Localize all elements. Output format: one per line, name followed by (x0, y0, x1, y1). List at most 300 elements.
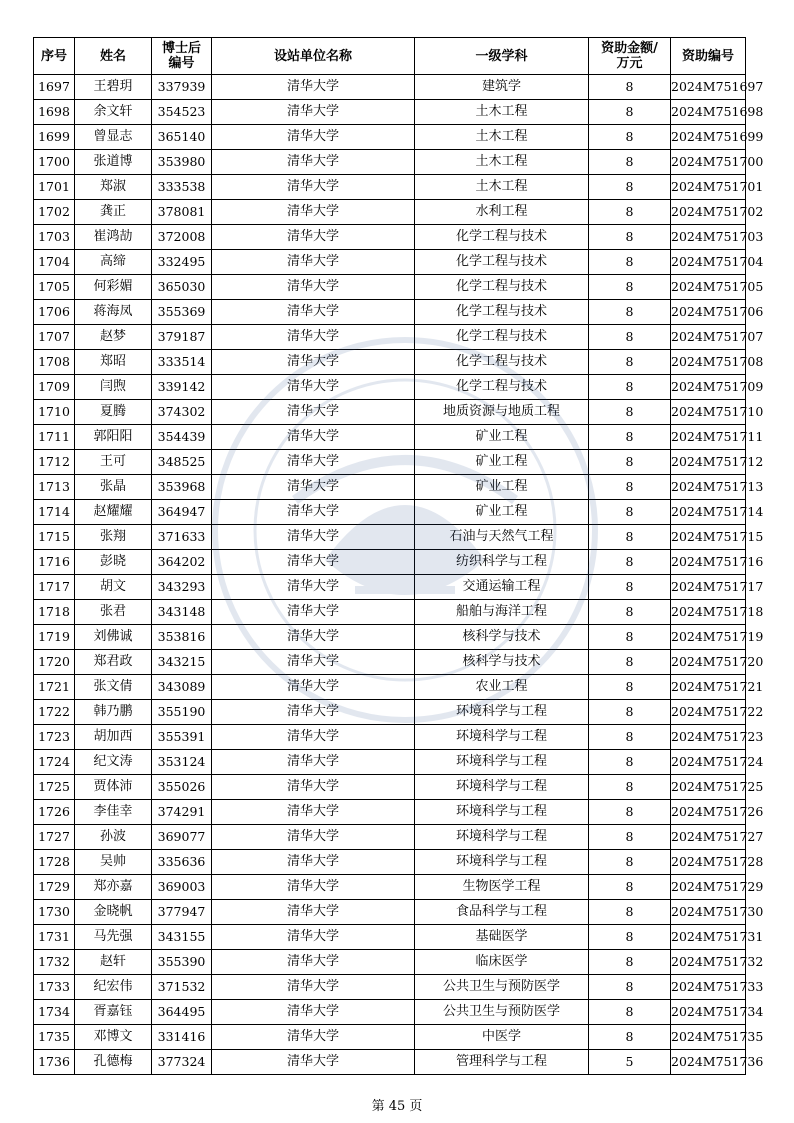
cell-name: 张晶 (75, 475, 152, 500)
cell-amount: 5 (589, 1050, 671, 1075)
table-row (34, 775, 746, 800)
cell-seq: 1721 (34, 675, 75, 700)
cell-postdoc-no: 374291 (152, 800, 212, 825)
cell-unit: 清华大学 (212, 1025, 415, 1050)
cell-unit: 清华大学 (212, 400, 415, 425)
cell-name: 孙波 (75, 825, 152, 850)
cell-postdoc-no: 353124 (152, 750, 212, 775)
cell-amount: 8 (589, 500, 671, 525)
cell-discipline: 中医学 (415, 1025, 589, 1050)
cell-grant-no: 2024M751711 (671, 425, 746, 450)
cell-name: 金晓帆 (75, 900, 152, 925)
cell-amount: 8 (589, 75, 671, 100)
cell-grant-no: 2024M751713 (671, 475, 746, 500)
table-row (34, 350, 746, 375)
table-row (34, 200, 746, 225)
cell-unit: 清华大学 (212, 125, 415, 150)
table-row (34, 875, 746, 900)
cell-discipline: 土木工程 (415, 175, 589, 200)
cell-amount: 8 (589, 925, 671, 950)
cell-amount: 8 (589, 750, 671, 775)
cell-discipline: 环境科学与工程 (415, 800, 589, 825)
cell-postdoc-no: 348525 (152, 450, 212, 475)
cell-grant-no: 2024M751722 (671, 700, 746, 725)
cell-seq: 1705 (34, 275, 75, 300)
cell-seq: 1703 (34, 225, 75, 250)
table-row (34, 675, 746, 700)
cell-grant-no: 2024M751732 (671, 950, 746, 975)
cell-seq: 1718 (34, 600, 75, 625)
cell-name: 赵耀耀 (75, 500, 152, 525)
cell-amount: 8 (589, 850, 671, 875)
cell-amount: 8 (589, 675, 671, 700)
table-row (34, 275, 746, 300)
header-grant-no: 资助编号 (671, 38, 746, 75)
table-row (34, 650, 746, 675)
cell-name: 贾体沛 (75, 775, 152, 800)
cell-amount: 8 (589, 525, 671, 550)
cell-grant-no: 2024M751733 (671, 975, 746, 1000)
cell-amount: 8 (589, 400, 671, 425)
cell-grant-no: 2024M751702 (671, 200, 746, 225)
cell-postdoc-no: 379187 (152, 325, 212, 350)
cell-seq: 1713 (34, 475, 75, 500)
cell-postdoc-no: 343089 (152, 675, 212, 700)
cell-seq: 1699 (34, 125, 75, 150)
cell-unit: 清华大学 (212, 350, 415, 375)
cell-name: 郑君政 (75, 650, 152, 675)
cell-grant-no: 2024M751718 (671, 600, 746, 625)
cell-amount: 8 (589, 550, 671, 575)
cell-postdoc-no: 331416 (152, 1025, 212, 1050)
cell-discipline: 土木工程 (415, 100, 589, 125)
cell-name: 吴帅 (75, 850, 152, 875)
cell-discipline: 环境科学与工程 (415, 725, 589, 750)
cell-grant-no: 2024M751699 (671, 125, 746, 150)
cell-discipline: 环境科学与工程 (415, 700, 589, 725)
cell-postdoc-no: 371532 (152, 975, 212, 1000)
cell-unit: 清华大学 (212, 700, 415, 725)
cell-seq: 1719 (34, 625, 75, 650)
table-row (34, 225, 746, 250)
cell-discipline: 纺织科学与工程 (415, 550, 589, 575)
cell-seq: 1706 (34, 300, 75, 325)
cell-discipline: 临床医学 (415, 950, 589, 975)
table-row (34, 550, 746, 575)
cell-amount: 8 (589, 625, 671, 650)
cell-unit: 清华大学 (212, 825, 415, 850)
cell-postdoc-no: 343155 (152, 925, 212, 950)
cell-seq: 1716 (34, 550, 75, 575)
cell-name: 余文轩 (75, 100, 152, 125)
cell-postdoc-no: 374302 (152, 400, 212, 425)
header-postdoc-no-line2: 编号 (168, 56, 195, 71)
cell-unit: 清华大学 (212, 550, 415, 575)
cell-amount: 8 (589, 900, 671, 925)
cell-discipline: 环境科学与工程 (415, 850, 589, 875)
cell-seq: 1728 (34, 850, 75, 875)
cell-discipline: 化学工程与技术 (415, 275, 589, 300)
cell-unit: 清华大学 (212, 500, 415, 525)
table-row (34, 725, 746, 750)
cell-discipline: 矿业工程 (415, 475, 589, 500)
cell-amount: 8 (589, 175, 671, 200)
cell-grant-no: 2024M751729 (671, 875, 746, 900)
cell-grant-no: 2024M751703 (671, 225, 746, 250)
cell-seq: 1714 (34, 500, 75, 525)
table-row (34, 825, 746, 850)
cell-discipline: 生物医学工程 (415, 875, 589, 900)
cell-name: 刘佛诚 (75, 625, 152, 650)
cell-postdoc-no: 343148 (152, 600, 212, 625)
cell-discipline: 土木工程 (415, 125, 589, 150)
cell-discipline: 化学工程与技术 (415, 350, 589, 375)
cell-seq: 1734 (34, 1000, 75, 1025)
cell-seq: 1717 (34, 575, 75, 600)
cell-discipline: 农业工程 (415, 675, 589, 700)
page-number: 45 (388, 1099, 406, 1114)
cell-discipline: 矿业工程 (415, 450, 589, 475)
cell-amount: 8 (589, 700, 671, 725)
cell-unit: 清华大学 (212, 650, 415, 675)
cell-grant-no: 2024M751725 (671, 775, 746, 800)
cell-unit: 清华大学 (212, 775, 415, 800)
cell-grant-no: 2024M751706 (671, 300, 746, 325)
cell-name: 张翔 (75, 525, 152, 550)
table-row (34, 525, 746, 550)
table-row (34, 1000, 746, 1025)
table-row (34, 300, 746, 325)
funding-table-container (33, 37, 764, 1075)
cell-postdoc-no: 372008 (152, 225, 212, 250)
cell-discipline: 环境科学与工程 (415, 775, 589, 800)
cell-grant-no: 2024M751704 (671, 250, 746, 275)
table-row (34, 250, 746, 275)
cell-name: 闫煦 (75, 375, 152, 400)
cell-postdoc-no: 354523 (152, 100, 212, 125)
cell-discipline: 核科学与技术 (415, 625, 589, 650)
cell-postdoc-no: 371633 (152, 525, 212, 550)
cell-name: 王可 (75, 450, 152, 475)
cell-seq: 1732 (34, 950, 75, 975)
cell-amount: 8 (589, 275, 671, 300)
cell-grant-no: 2024M751717 (671, 575, 746, 600)
cell-unit: 清华大学 (212, 900, 415, 925)
cell-postdoc-no: 378081 (152, 200, 212, 225)
cell-unit: 清华大学 (212, 300, 415, 325)
cell-amount: 8 (589, 725, 671, 750)
cell-discipline: 公共卫生与预防医学 (415, 975, 589, 1000)
cell-discipline: 基础医学 (415, 925, 589, 950)
cell-unit: 清华大学 (212, 450, 415, 475)
cell-seq: 1712 (34, 450, 75, 475)
cell-seq: 1711 (34, 425, 75, 450)
cell-name: 韩乃鹏 (75, 700, 152, 725)
cell-grant-no: 2024M751735 (671, 1025, 746, 1050)
cell-postdoc-no: 333538 (152, 175, 212, 200)
cell-discipline: 交通运输工程 (415, 575, 589, 600)
table-row (34, 600, 746, 625)
cell-postdoc-no: 355391 (152, 725, 212, 750)
cell-name: 郑淑 (75, 175, 152, 200)
cell-amount: 8 (589, 1025, 671, 1050)
cell-discipline: 环境科学与工程 (415, 825, 589, 850)
cell-grant-no: 2024M751724 (671, 750, 746, 775)
table-row (34, 175, 746, 200)
cell-grant-no: 2024M751727 (671, 825, 746, 850)
header-amount-line1: 资助金额/ (601, 41, 658, 56)
cell-postdoc-no: 353816 (152, 625, 212, 650)
cell-name: 纪文涛 (75, 750, 152, 775)
cell-name: 龚正 (75, 200, 152, 225)
cell-amount: 8 (589, 950, 671, 975)
cell-unit: 清华大学 (212, 600, 415, 625)
table-row (34, 625, 746, 650)
cell-postdoc-no: 365030 (152, 275, 212, 300)
cell-unit: 清华大学 (212, 425, 415, 450)
cell-amount: 8 (589, 300, 671, 325)
cell-grant-no: 2024M751697 (671, 75, 746, 100)
cell-discipline: 化学工程与技术 (415, 225, 589, 250)
cell-discipline: 化学工程与技术 (415, 300, 589, 325)
table-row (34, 975, 746, 1000)
cell-seq: 1700 (34, 150, 75, 175)
cell-seq: 1735 (34, 1025, 75, 1050)
cell-unit: 清华大学 (212, 200, 415, 225)
cell-unit: 清华大学 (212, 150, 415, 175)
cell-grant-no: 2024M751734 (671, 1000, 746, 1025)
cell-name: 邓博文 (75, 1025, 152, 1050)
cell-name: 郑昭 (75, 350, 152, 375)
cell-unit: 清华大学 (212, 1000, 415, 1025)
cell-discipline: 公共卫生与预防医学 (415, 1000, 589, 1025)
cell-amount: 8 (589, 200, 671, 225)
table-row (34, 100, 746, 125)
cell-postdoc-no: 355026 (152, 775, 212, 800)
cell-discipline: 食品科学与工程 (415, 900, 589, 925)
cell-grant-no: 2024M751730 (671, 900, 746, 925)
cell-grant-no: 2024M751728 (671, 850, 746, 875)
cell-amount: 8 (589, 150, 671, 175)
table-row (34, 425, 746, 450)
cell-name: 曾显志 (75, 125, 152, 150)
table-row (34, 325, 746, 350)
cell-postdoc-no: 365140 (152, 125, 212, 150)
cell-unit: 清华大学 (212, 100, 415, 125)
cell-seq: 1733 (34, 975, 75, 1000)
cell-amount: 8 (589, 225, 671, 250)
header-amount (589, 38, 671, 75)
cell-unit: 清华大学 (212, 475, 415, 500)
cell-name: 蒋海凤 (75, 300, 152, 325)
cell-name: 李佳幸 (75, 800, 152, 825)
table-row (34, 150, 746, 175)
cell-unit: 清华大学 (212, 625, 415, 650)
cell-unit: 清华大学 (212, 925, 415, 950)
cell-grant-no: 2024M751715 (671, 525, 746, 550)
cell-discipline: 化学工程与技术 (415, 250, 589, 275)
cell-amount: 8 (589, 575, 671, 600)
cell-grant-no: 2024M751716 (671, 550, 746, 575)
table-row (34, 500, 746, 525)
table-row (34, 850, 746, 875)
cell-grant-no: 2024M751709 (671, 375, 746, 400)
cell-name: 胡文 (75, 575, 152, 600)
cell-postdoc-no: 339142 (152, 375, 212, 400)
table-row (34, 475, 746, 500)
header-name: 姓名 (75, 38, 152, 75)
header-row (34, 38, 746, 75)
cell-unit: 清华大学 (212, 1050, 415, 1075)
table-row (34, 750, 746, 775)
cell-grant-no: 2024M751721 (671, 675, 746, 700)
cell-unit: 清华大学 (212, 275, 415, 300)
footer-prefix: 第 (371, 1099, 385, 1114)
cell-seq: 1701 (34, 175, 75, 200)
header-amount-line2: 万元 (616, 56, 643, 71)
cell-postdoc-no: 364947 (152, 500, 212, 525)
cell-seq: 1710 (34, 400, 75, 425)
cell-amount: 8 (589, 425, 671, 450)
cell-seq: 1725 (34, 775, 75, 800)
cell-unit: 清华大学 (212, 975, 415, 1000)
cell-name: 张道博 (75, 150, 152, 175)
cell-grant-no: 2024M751714 (671, 500, 746, 525)
cell-amount: 8 (589, 975, 671, 1000)
cell-seq: 1704 (34, 250, 75, 275)
cell-postdoc-no: 337939 (152, 75, 212, 100)
cell-amount: 8 (589, 325, 671, 350)
cell-discipline: 建筑学 (415, 75, 589, 100)
cell-unit: 清华大学 (212, 525, 415, 550)
table-row (34, 125, 746, 150)
cell-unit: 清华大学 (212, 675, 415, 700)
cell-name: 彭晓 (75, 550, 152, 575)
cell-seq: 1723 (34, 725, 75, 750)
cell-seq: 1726 (34, 800, 75, 825)
table-row (34, 375, 746, 400)
header-postdoc-no (152, 38, 212, 75)
table-row (34, 400, 746, 425)
cell-postdoc-no: 355190 (152, 700, 212, 725)
cell-name: 郑亦嘉 (75, 875, 152, 900)
cell-seq: 1698 (34, 100, 75, 125)
cell-discipline: 环境科学与工程 (415, 750, 589, 775)
cell-seq: 1724 (34, 750, 75, 775)
cell-postdoc-no: 353968 (152, 475, 212, 500)
table-row (34, 800, 746, 825)
cell-discipline: 化学工程与技术 (415, 325, 589, 350)
table-row (34, 1025, 746, 1050)
cell-discipline: 石油与天然气工程 (415, 525, 589, 550)
cell-amount: 8 (589, 650, 671, 675)
cell-name: 胥嘉钰 (75, 1000, 152, 1025)
header-unit: 设站单位名称 (212, 38, 415, 75)
table-row (34, 925, 746, 950)
cell-postdoc-no: 369003 (152, 875, 212, 900)
cell-name: 高缔 (75, 250, 152, 275)
cell-seq: 1729 (34, 875, 75, 900)
cell-postdoc-no: 377947 (152, 900, 212, 925)
cell-postdoc-no: 364495 (152, 1000, 212, 1025)
cell-postdoc-no: 377324 (152, 1050, 212, 1075)
table-row (34, 1050, 746, 1075)
cell-name: 何彩媚 (75, 275, 152, 300)
cell-grant-no: 2024M751701 (671, 175, 746, 200)
cell-discipline: 化学工程与技术 (415, 375, 589, 400)
cell-unit: 清华大学 (212, 800, 415, 825)
cell-postdoc-no: 335636 (152, 850, 212, 875)
cell-postdoc-no: 355390 (152, 950, 212, 975)
table-row (34, 700, 746, 725)
cell-unit: 清华大学 (212, 750, 415, 775)
cell-discipline: 矿业工程 (415, 425, 589, 450)
cell-amount: 8 (589, 100, 671, 125)
cell-seq: 1702 (34, 200, 75, 225)
cell-unit: 清华大学 (212, 225, 415, 250)
cell-unit: 清华大学 (212, 575, 415, 600)
cell-name: 崔鸿劼 (75, 225, 152, 250)
cell-discipline: 地质资源与地质工程 (415, 400, 589, 425)
cell-grant-no: 2024M751723 (671, 725, 746, 750)
cell-seq: 1731 (34, 925, 75, 950)
cell-discipline: 矿业工程 (415, 500, 589, 525)
cell-seq: 1707 (34, 325, 75, 350)
cell-grant-no: 2024M751726 (671, 800, 746, 825)
cell-amount: 8 (589, 875, 671, 900)
cell-name: 王碧玥 (75, 75, 152, 100)
cell-seq: 1697 (34, 75, 75, 100)
cell-name: 赵轩 (75, 950, 152, 975)
cell-postdoc-no: 355369 (152, 300, 212, 325)
cell-name: 孔德梅 (75, 1050, 152, 1075)
cell-postdoc-no: 343293 (152, 575, 212, 600)
cell-amount: 8 (589, 775, 671, 800)
cell-name: 张君 (75, 600, 152, 625)
cell-seq: 1709 (34, 375, 75, 400)
cell-discipline: 土木工程 (415, 150, 589, 175)
cell-seq: 1715 (34, 525, 75, 550)
cell-unit: 清华大学 (212, 250, 415, 275)
cell-grant-no: 2024M751698 (671, 100, 746, 125)
cell-name: 马先强 (75, 925, 152, 950)
cell-seq: 1708 (34, 350, 75, 375)
cell-unit: 清华大学 (212, 850, 415, 875)
cell-grant-no: 2024M751705 (671, 275, 746, 300)
header-discipline: 一级学科 (415, 38, 589, 75)
table-row (34, 950, 746, 975)
cell-seq: 1736 (34, 1050, 75, 1075)
cell-name: 郭阳阳 (75, 425, 152, 450)
cell-grant-no: 2024M751720 (671, 650, 746, 675)
table-row (34, 450, 746, 475)
cell-unit: 清华大学 (212, 950, 415, 975)
page-footer (0, 1095, 794, 1114)
cell-unit: 清华大学 (212, 725, 415, 750)
cell-postdoc-no: 332495 (152, 250, 212, 275)
footer-suffix: 页 (409, 1099, 423, 1114)
cell-grant-no: 2024M751719 (671, 625, 746, 650)
cell-name: 夏腾 (75, 400, 152, 425)
table-row (34, 75, 746, 100)
cell-name: 纪宏伟 (75, 975, 152, 1000)
cell-postdoc-no: 343215 (152, 650, 212, 675)
cell-discipline: 管理科学与工程 (415, 1050, 589, 1075)
cell-unit: 清华大学 (212, 325, 415, 350)
table-row (34, 575, 746, 600)
cell-amount: 8 (589, 350, 671, 375)
cell-seq: 1720 (34, 650, 75, 675)
